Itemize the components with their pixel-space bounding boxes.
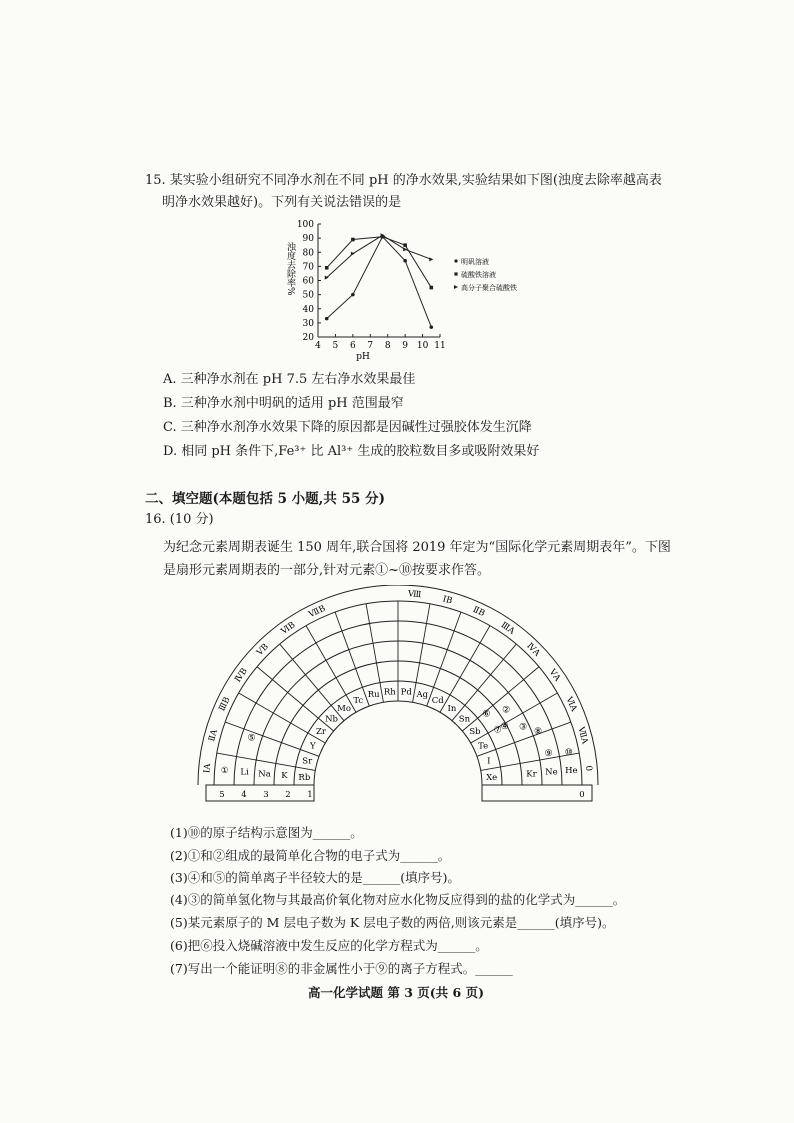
data-point bbox=[351, 238, 355, 242]
group-label: ⅠB bbox=[441, 594, 454, 607]
y-tick-label: 20 bbox=[302, 333, 314, 343]
group-zero-base: 0 bbox=[579, 790, 585, 800]
element-cell: Li bbox=[240, 767, 249, 778]
element-cell: Tc bbox=[353, 695, 364, 706]
data-point bbox=[429, 325, 433, 329]
y-tick-label: 40 bbox=[302, 304, 314, 315]
turbidity-chart bbox=[280, 212, 550, 362]
question-2: (2)①和②组成的最简单化合物的电子式为______。 bbox=[170, 848, 451, 863]
x-tick-label: 10 bbox=[416, 341, 429, 351]
data-point bbox=[403, 259, 407, 263]
element-cell: Pd bbox=[400, 687, 412, 698]
q15-option-b: B. 三种净水剂中明矾的适用 pH 范围最窄 bbox=[163, 396, 404, 411]
element-mark: ① bbox=[220, 765, 229, 776]
legend-label: 硫酸铁溶液 bbox=[461, 271, 496, 279]
group-label: Ⅷ bbox=[407, 589, 422, 601]
mark-5: ⑤ bbox=[247, 733, 256, 744]
y-tick-label: 70 bbox=[302, 262, 314, 273]
data-point bbox=[429, 286, 433, 290]
element-cell: Sr bbox=[302, 756, 313, 767]
group-label: ⅡA bbox=[207, 728, 220, 743]
group-label: ⅢA bbox=[498, 620, 517, 637]
element-cell: K bbox=[281, 771, 288, 782]
group-label: ⅣA bbox=[524, 641, 542, 659]
mark-6: ⑥ bbox=[482, 709, 491, 720]
group-divider bbox=[217, 753, 315, 770]
q15-line1: 15. 某实验小组研究不同净水剂在不同 pH 的净水效果,实验结果如下图(浊度去除率越高表 bbox=[145, 173, 662, 188]
group-label: 0 bbox=[583, 765, 594, 772]
question-7: (7)写出一个能证明⑧的非金属性小于⑨的离子方程式。______ bbox=[170, 961, 513, 976]
q15-option-a: A. 三种净水剂在 pH 7.5 左右净水效果最佳 bbox=[163, 372, 416, 387]
x-axis-label: pH bbox=[356, 352, 370, 362]
group-label: ⅣB bbox=[233, 666, 250, 685]
element-cell: Te bbox=[478, 741, 489, 752]
legend-label: 明矾溶液 bbox=[461, 258, 489, 266]
period-number: 3 bbox=[263, 790, 269, 800]
mark-2: ② bbox=[502, 705, 511, 716]
legend-marker bbox=[454, 272, 457, 275]
element-cell: Cd bbox=[431, 695, 444, 706]
element-cell: Y bbox=[309, 741, 316, 752]
group-label: ⅥA bbox=[563, 695, 579, 714]
mark-9: ⑨ bbox=[544, 748, 553, 759]
q15-option-c: C. 三种净水剂净水效果下降的原因都是因碱性过强胶体发生沉降 bbox=[163, 420, 532, 435]
x-tick-label: 9 bbox=[402, 341, 409, 351]
period-number: 5 bbox=[219, 790, 225, 800]
element-cell: Zr bbox=[316, 727, 326, 738]
group-divider bbox=[413, 604, 430, 702]
group-label: ⅢB bbox=[217, 695, 233, 713]
period-number: 1 bbox=[307, 790, 313, 800]
mark-4: ④ bbox=[500, 721, 509, 732]
x-tick-label: 11 bbox=[434, 341, 446, 351]
question-4: (4)③的简单氢化物与其最高价氧化物对应水化物反应得到的盐的化学式为______。 bbox=[170, 892, 626, 907]
question-6: (6)把⑥投入烧碱溶液中发生反应的化学方程式为______。 bbox=[170, 938, 488, 953]
element-cell: Ag bbox=[416, 690, 429, 701]
element-cell: He bbox=[565, 765, 578, 776]
element-cell: Ru bbox=[367, 690, 380, 701]
element-cell: In bbox=[447, 703, 457, 714]
period-number: 2 bbox=[285, 790, 291, 800]
element-cell: Kr bbox=[526, 769, 537, 780]
group-label: ⅦA bbox=[575, 726, 590, 746]
legend-label: 高分子聚合硫酸铁 bbox=[461, 284, 517, 292]
y-axis-label: 浊度去除率% bbox=[285, 242, 295, 296]
mark-3: ③ bbox=[519, 722, 528, 733]
right-base-box bbox=[482, 785, 592, 801]
group-label: ⅦB bbox=[307, 603, 328, 621]
mark-10: ⑩ bbox=[564, 747, 573, 758]
element-cell: Rb bbox=[298, 772, 311, 783]
x-tick-label: 7 bbox=[367, 341, 374, 351]
element-cell: Sb bbox=[469, 727, 481, 738]
legend-marker bbox=[454, 259, 457, 262]
element-cell: Xe bbox=[486, 772, 498, 783]
data-point bbox=[429, 257, 433, 261]
q15-option-d: D. 相同 pH 条件下,Fe³⁺ 比 Al³⁺ 生成的胶粒数目多或吸附效果好 bbox=[163, 444, 540, 459]
data-point bbox=[325, 317, 329, 321]
group-label: ⅤA bbox=[546, 667, 563, 684]
mark-7: ⑦ bbox=[493, 725, 502, 736]
y-tick-label: 90 bbox=[302, 234, 314, 245]
fan-periodic-table bbox=[190, 585, 610, 805]
element-cell: Nb bbox=[325, 714, 338, 725]
question-3: (3)④和⑤的简单离子半径较大的是______(填序号)。 bbox=[170, 870, 460, 885]
element-cell: I bbox=[487, 756, 491, 767]
q16-intro-1: 为纪念元素周期表诞生 150 周年,联合国将 2019 年定为“国际化学元素周期表年”。下图 bbox=[163, 540, 671, 555]
group-label: ⅤB bbox=[255, 642, 271, 658]
legend-marker bbox=[454, 285, 458, 289]
element-cell: Na bbox=[258, 769, 271, 780]
y-tick-label: 80 bbox=[302, 248, 314, 259]
series-line-3 bbox=[327, 235, 432, 277]
y-tick-label: 30 bbox=[302, 318, 314, 329]
question-1: (1)⑩的原子结构示意图为______。 bbox=[170, 825, 363, 840]
q16-intro-2: 是扇形元素周期表的一部分,针对元素①~⑩按要求作答。 bbox=[163, 563, 491, 578]
q16-head: 16. (10 分) bbox=[145, 512, 214, 527]
element-cell: Rh bbox=[383, 687, 396, 698]
group-label: ⅥB bbox=[279, 620, 298, 637]
y-tick-label: 50 bbox=[302, 290, 314, 301]
mark-8: ⑧ bbox=[533, 727, 543, 738]
q15-line2: 明净水效果越好)。下列有关说法错误的是 bbox=[162, 195, 402, 210]
element-cell: Mo bbox=[337, 703, 351, 714]
data-point bbox=[325, 266, 329, 270]
section-title: 二、填空题(本题包括 5 小题,共 55 分) bbox=[145, 491, 385, 507]
element-cell: Sn bbox=[458, 714, 471, 725]
x-tick-label: 4 bbox=[315, 341, 321, 351]
data-point bbox=[403, 243, 407, 247]
group-divider bbox=[366, 604, 383, 702]
x-tick-label: 8 bbox=[384, 341, 391, 351]
y-tick-label: 100 bbox=[296, 220, 314, 230]
period-number: 4 bbox=[241, 790, 247, 800]
group-label: ⅡB bbox=[471, 604, 487, 619]
y-tick-label: 60 bbox=[302, 276, 314, 287]
group-label: ⅠA bbox=[202, 763, 214, 774]
x-tick-label: 5 bbox=[332, 341, 339, 351]
element-cell: Ne bbox=[545, 767, 558, 778]
data-point bbox=[351, 293, 355, 297]
page-footer: 高一化学试题 第 3 页(共 6 页) bbox=[308, 985, 484, 1000]
question-5: (5)某元素原子的 M 层电子数为 K 层电子数的两倍,则该元素是______(填序号)。 bbox=[170, 915, 615, 930]
x-tick-label: 6 bbox=[349, 341, 356, 351]
